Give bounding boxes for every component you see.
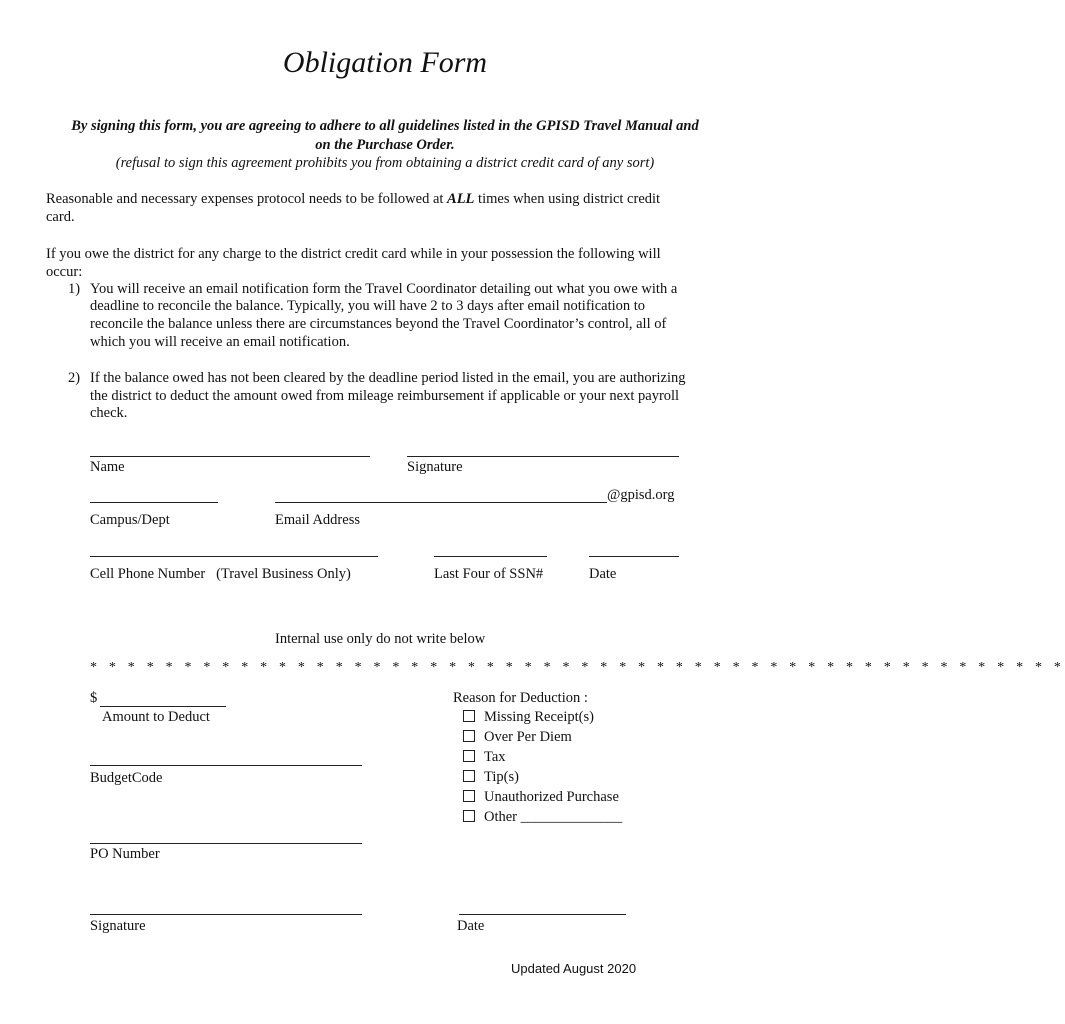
protocol-line-1 xyxy=(46,191,660,208)
reason-label: Unauthorized Purchase xyxy=(484,789,619,805)
date-label: Date xyxy=(589,566,617,582)
item-2-number: 2) xyxy=(68,370,81,386)
signature-line[interactable] xyxy=(407,456,679,457)
protocol-text-b: times when using district credit xyxy=(474,191,661,207)
po-number-line[interactable] xyxy=(90,843,362,844)
owe-intro-line-2: occur: xyxy=(46,264,83,280)
email-line[interactable] xyxy=(275,502,607,503)
ssn-line[interactable] xyxy=(434,556,547,557)
refusal-note: (refusal to sign this agreement prohibits you from obtaining a district credit card of any sort) xyxy=(115,155,655,171)
email-label: Email Address xyxy=(275,512,360,528)
name-label: Name xyxy=(90,459,125,475)
reason-label: Over Per Diem xyxy=(484,729,572,745)
updated-date-footer: Updated August 2020 xyxy=(511,961,637,976)
item-1-number: 1) xyxy=(68,281,81,297)
internal-date-line[interactable] xyxy=(459,914,626,915)
owe-intro-line-1: If you owe the district for any charge to the district credit card while in your possession the following will xyxy=(46,246,661,262)
amount-label: Amount to Deduct xyxy=(102,709,210,725)
email-domain: @gpisd.org xyxy=(607,487,675,503)
agreement-line-1: By signing this form, you are agreeing to adhere to all guidelines listed in the GPISD Travel Manual and xyxy=(71,118,699,134)
name-line[interactable] xyxy=(90,456,370,457)
protocol-text-a: Reasonable and necessary expenses protocol needs to be followed at xyxy=(46,191,448,207)
checkbox[interactable] xyxy=(463,730,475,742)
protocol-emphasis: ALL xyxy=(447,191,475,207)
checkbox[interactable] xyxy=(463,750,475,762)
budget-code-label: BudgetCode xyxy=(90,770,163,786)
item-1-line-4: which you will receive an email notification. xyxy=(90,334,350,350)
item-2-line-1: If the balance owed has not been cleared by the deadline period listed in the email, you are authorizing xyxy=(90,370,686,386)
protocol-line-2: card. xyxy=(46,209,75,225)
reason-other[interactable] xyxy=(463,809,622,826)
reason-heading: Reason for Deduction : xyxy=(453,690,588,706)
item-2-line-2: the district to deduct the amount owed from mileage reimbursement if applicable or your next payroll xyxy=(90,388,680,404)
star-divider: * * * * * * * * * * * * * * * * * * * * * * * * * * * * * * * * * * * * * * * * * * * * * * * * * * * * xyxy=(90,660,1065,675)
internal-signature-label: Signature xyxy=(90,918,146,934)
cell-phone-line[interactable] xyxy=(90,556,378,557)
cell-phone-label xyxy=(90,566,351,583)
campus-dept-label: Campus/Dept xyxy=(90,512,170,528)
checkbox[interactable] xyxy=(463,710,475,722)
reason-label: Tip(s) xyxy=(484,769,519,785)
reason-label: Missing Receipt(s) xyxy=(484,709,594,725)
reason-tax[interactable] xyxy=(463,749,506,766)
internal-use-heading: Internal use only do not write below xyxy=(275,631,486,647)
reason-tips[interactable] xyxy=(463,769,519,786)
signature-label: Signature xyxy=(407,459,463,475)
budget-code-line[interactable] xyxy=(90,765,362,766)
reason-unauthorized-purchase[interactable] xyxy=(463,789,619,806)
campus-dept-line[interactable] xyxy=(90,502,218,503)
item-1-line-1: You will receive an email notification form the Travel Coordinator detailing out what you owe with a xyxy=(90,281,678,297)
reason-missing-receipt[interactable] xyxy=(463,709,594,726)
checkbox[interactable] xyxy=(463,770,475,782)
amount-line[interactable] xyxy=(100,706,226,707)
reason-label: Other xyxy=(484,809,518,825)
cell-label-text: Cell Phone Number xyxy=(90,566,206,582)
checkbox[interactable] xyxy=(463,790,475,802)
form-title: Obligation Form xyxy=(282,46,488,79)
reason-label: Tax xyxy=(484,749,506,765)
reason-over-per-diem[interactable] xyxy=(463,729,572,746)
other-blank[interactable]: ______________ xyxy=(520,809,623,825)
dollar-sign: $ xyxy=(90,690,98,706)
cell-note: (Travel Business Only) xyxy=(216,566,351,582)
internal-signature-line[interactable] xyxy=(90,914,362,915)
item-1-line-2: deadline to reconcile the balance. Typically, you will have 2 to 3 days after email notification to xyxy=(90,298,646,314)
date-line[interactable] xyxy=(589,556,679,557)
po-number-label: PO Number xyxy=(90,846,160,862)
item-2-line-3: check. xyxy=(90,405,128,421)
checkbox[interactable] xyxy=(463,810,475,822)
ssn-label: Last Four of SSN# xyxy=(434,566,544,582)
internal-date-label: Date xyxy=(457,918,485,934)
item-1-line-3: reconcile the balance unless there are circumstances beyond the Travel Coordinator’s control, all of xyxy=(90,316,667,332)
agreement-line-2: on the Purchase Order. xyxy=(315,137,455,153)
